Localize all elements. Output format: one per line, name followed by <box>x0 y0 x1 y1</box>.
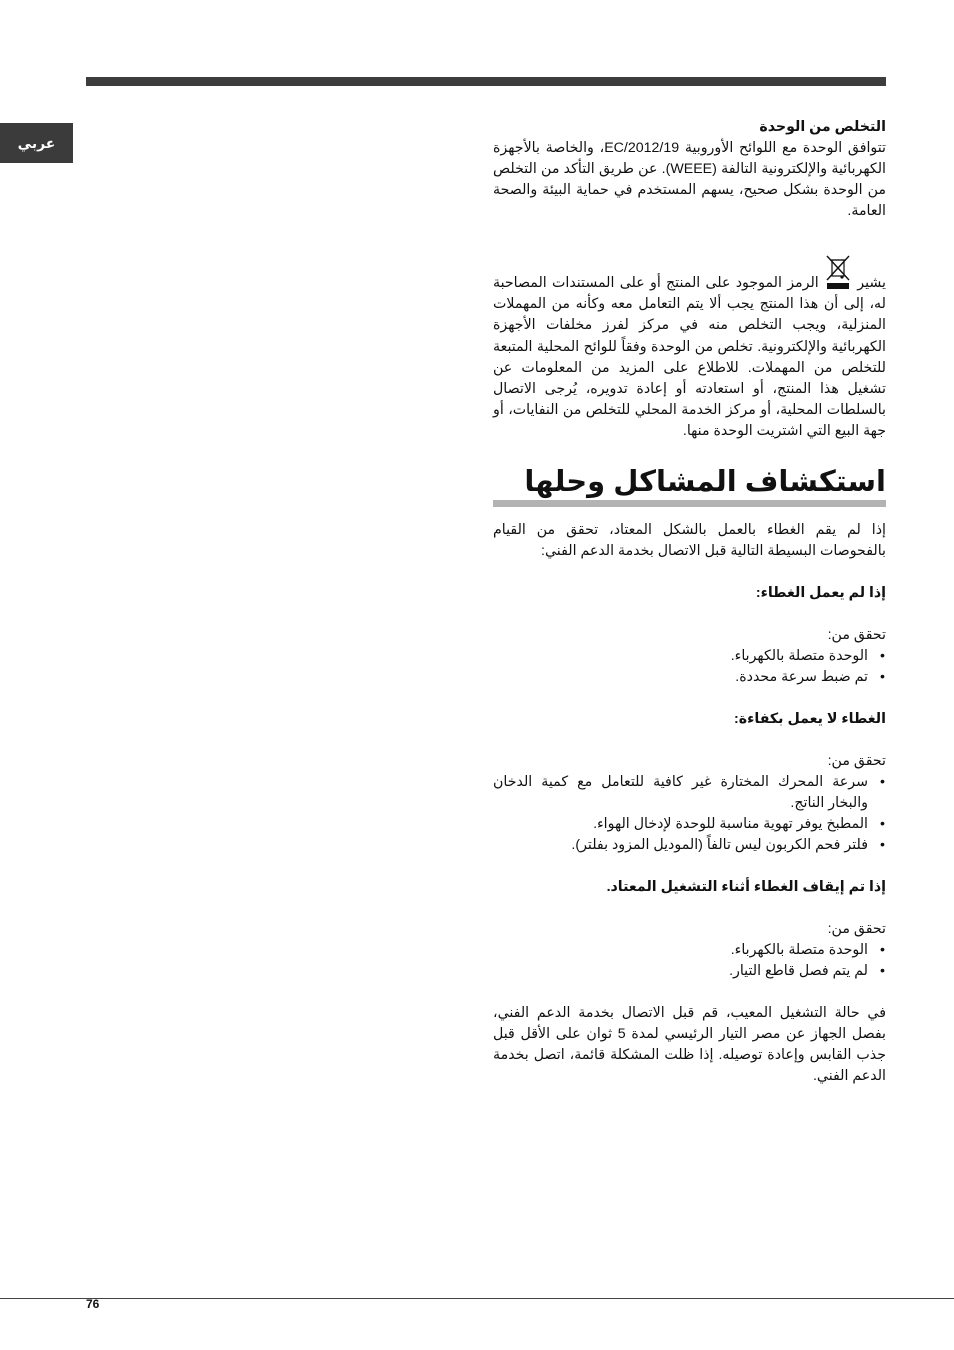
case-heading: إذا تم إيقاف الغطاء أثناء التشغيل المعتاد. <box>606 879 886 895</box>
intro-text: إذا لم يقم الغطاء بالعمل بالشكل المعتاد، تحقق من القيام بالفحوصات البسيطة التالية قبل الاتصال بخدمة الدعم الفني: <box>493 522 886 559</box>
list-item: • فلتر فحم الكربون ليس تالفاً (الموديل المزود بفلتر). <box>493 835 868 856</box>
symbol-before: يشير <box>857 275 886 291</box>
disposal-heading: التخلص من الوحدة <box>759 119 886 135</box>
page-title: استكشاف المشاكل وحلها <box>524 466 886 498</box>
check-list <box>493 772 886 856</box>
list-item: • لم يتم فصل قاطع التيار. <box>493 961 868 982</box>
weee-section <box>493 251 886 443</box>
disposal-paragraph: تتوافق الوحدة مع اللوائح الأوروبية 2012/19/EC، والخاصة بالأجهزة الكهربائية والإلكترونية التالفة (WEEE). عن طريق التأكد من التخلص من الوحدة بشكل صحيح، يسهم المستخدم في حماية البيئة والصحة العامة. <box>493 140 886 219</box>
symbol-after: الرمز الموجود على المنتج أو على المستندات المصاحبة له، إلى أن هذا المنتج يجب ألا يتم التعامل معه وكأنه من المهملات المنزلية، ويجب التخلص منه في مركز لفرز مخلفات الأجهزة الكهربائية والإلكترونية. تخلص من الوحدة وفقاً للوائح المحلية المتبعة للتخلص من المهملات. للاطلاع على المزيد من المعلومات عن تشغيل هذا المنتج، أو استعادته أو إعادة تدويره، يُرجى الاتصال بالسلطات المحلية، أو مركز الخدمة المحلي للتخلص من النفايات، أو جهة البيع التي اشتريت الوحدة منها. <box>493 275 886 440</box>
list-item: • سرعة المحرك المختارة غير كافية للتعامل مع كمية الدخان والبخار الناتج. <box>493 772 868 814</box>
closing-paragraph: في حالة التشغيل المعيب، قم قبل الاتصال بخدمة الدعم الفني، بفصل الجهاز عن مصر التيار الرئيسي لمدة 5 ثوان على الأقل قبل جذب القابس وإعادة توصيله. إذا ظلت المشكلة قائمة، اتصل بخدمة الدعم الفني. <box>493 1005 887 1084</box>
title-underline <box>493 500 886 507</box>
case-heading: إذا لم يعمل الغطاء: <box>755 585 886 601</box>
top-rule <box>86 77 886 86</box>
list-item: • الوحدة متصلة بالكهرباء. <box>493 940 868 961</box>
list-item: • الوحدة متصلة بالكهرباء. <box>493 646 868 667</box>
list-item: • تم ضبط سرعة محددة. <box>493 667 868 688</box>
page-number: 76 <box>86 1297 100 1311</box>
list-item: • المطبخ يوفر تهوية مناسبة للوحدة لإدخال الهواء. <box>493 814 868 835</box>
check-label: تحقق من: <box>827 627 886 643</box>
language-tab: عربي <box>0 123 73 163</box>
crossed-bin-icon <box>826 251 850 294</box>
check-list <box>493 646 886 688</box>
check-label: تحقق من: <box>827 921 886 937</box>
check-label: تحقق من: <box>827 753 886 769</box>
case-heading: الغطاء لا يعمل بكفاءة: <box>734 711 886 727</box>
check-list <box>493 940 886 982</box>
footer-rule <box>0 1298 954 1299</box>
troubleshooting-section <box>493 520 886 1087</box>
disposal-section <box>493 117 886 222</box>
